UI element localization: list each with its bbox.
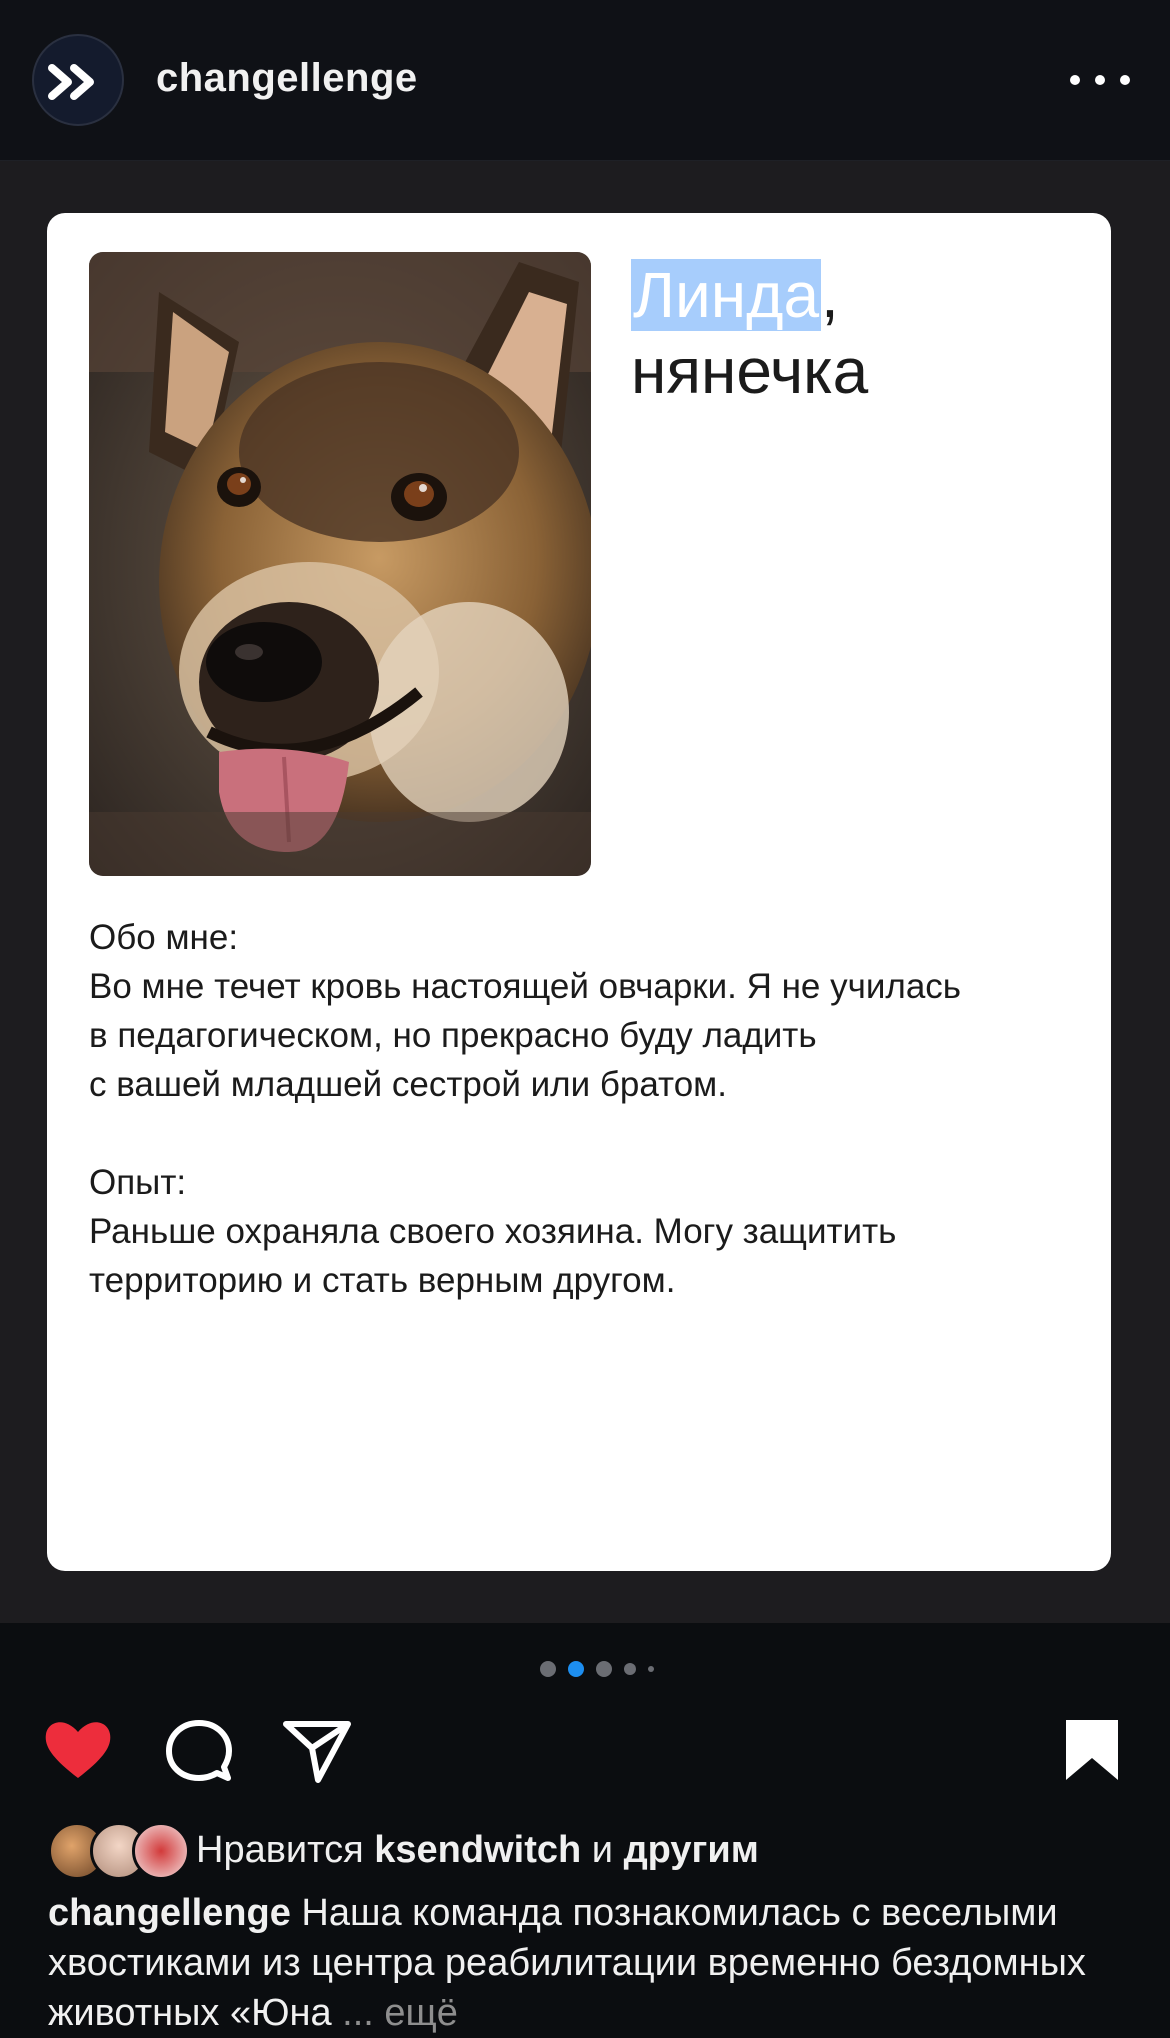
about-title: Обо мне: (89, 918, 239, 957)
carousel-dot (648, 1666, 654, 1672)
liker-avatars[interactable] (48, 1822, 188, 1878)
experience-title: Опыт: (89, 1163, 187, 1202)
post-caption (48, 1888, 1128, 2038)
carousel-indicator (540, 1659, 654, 1679)
liker-username[interactable]: ksendwitch (374, 1828, 582, 1871)
card-body (89, 913, 1089, 1305)
profile-card (47, 213, 1111, 1571)
carousel-dot (596, 1661, 612, 1677)
caption-text: Наша команда познакомилась с веселыми хвостиками из центра реабилитации временно бездомных животных «Юна (48, 1892, 1086, 2034)
post-header (0, 0, 1170, 161)
name-comma: , (821, 259, 839, 331)
dog-photo (89, 252, 591, 876)
post-username[interactable]: changellenge (156, 56, 418, 100)
about-text: Во мне течет кровь настоящей овчарки. Я не училась в педагогическом, но прекрасно буду ладить с вашей младшей сестрой или братом. (89, 967, 962, 1104)
caption-username[interactable]: changellenge (48, 1892, 291, 1934)
dog-role: нянечка (631, 335, 869, 407)
double-chevron-right-icon (48, 64, 112, 100)
action-bar (0, 1716, 1170, 1786)
paper-plane-icon[interactable] (282, 1718, 352, 1784)
post-media[interactable] (0, 161, 1170, 1623)
likes-prefix: Нравится (196, 1828, 364, 1871)
likes-text[interactable] (196, 1829, 759, 1872)
comment-bubble-icon[interactable] (164, 1718, 234, 1784)
dog-name-line (631, 255, 839, 335)
caption-more-link[interactable]: ... ещё (342, 1992, 458, 2034)
more-dots-icon[interactable] (1070, 60, 1130, 100)
bookmark-filled-icon[interactable] (1064, 1718, 1120, 1782)
likes-and: и (591, 1828, 613, 1871)
heart-filled-icon[interactable] (42, 1718, 114, 1782)
carousel-dot-active (568, 1661, 584, 1677)
carousel-dot (624, 1663, 636, 1675)
dog-name-highlight: Линда (633, 259, 820, 331)
liker-avatar (132, 1822, 190, 1880)
likes-row (48, 1820, 759, 1880)
likes-others[interactable]: другим (623, 1828, 759, 1871)
profile-avatar[interactable] (32, 34, 124, 126)
carousel-dot (540, 1661, 556, 1677)
experience-text: Раньше охраняла своего хозяина. Могу защитить территорию и стать верным другом. (89, 1212, 897, 1300)
